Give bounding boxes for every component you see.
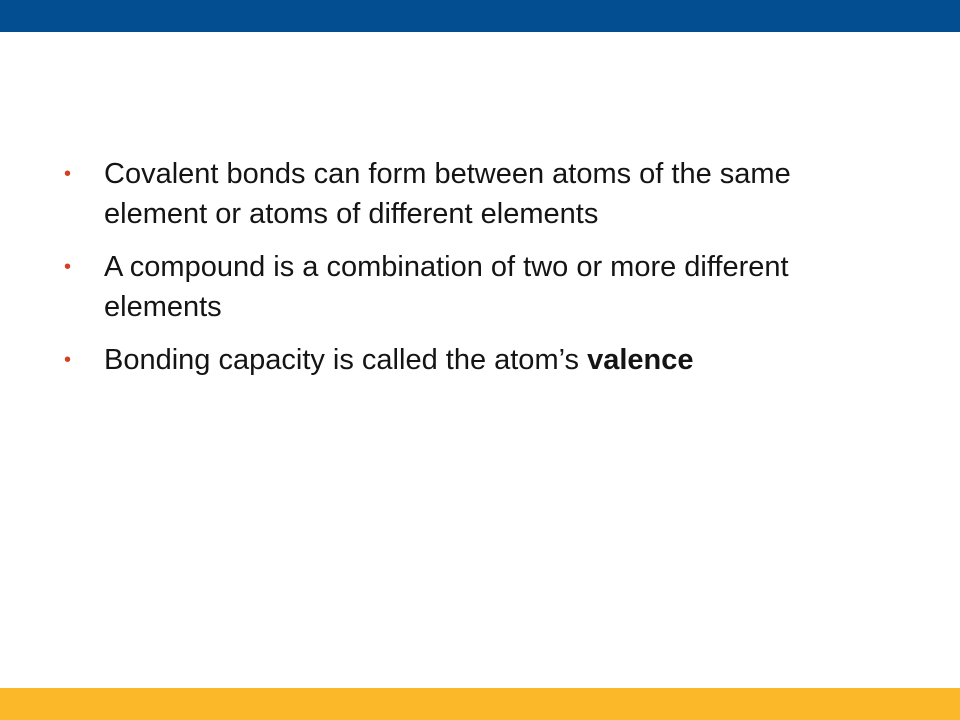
bullet-list [60, 154, 860, 380]
bullet-item-compound [60, 247, 860, 327]
slide-content [60, 154, 860, 393]
bottom-accent-bar [0, 688, 960, 720]
bullet-dot-icon: • [64, 256, 72, 278]
bullet-text: Covalent bonds can form between atoms of the same element or atoms of different elements [104, 158, 791, 230]
bullet-text: A compound is a combination of two or more different elements [104, 251, 789, 323]
bullet-dot-icon: • [64, 349, 72, 371]
top-accent-bar [0, 0, 960, 32]
bullet-item-valence [60, 340, 860, 380]
bullet-dot-icon: • [64, 163, 72, 185]
bullet-item-covalent-bonds [60, 154, 860, 234]
valence-term: valence [587, 344, 694, 376]
bullet-text: Bonding capacity is called the atom’s [104, 344, 588, 376]
